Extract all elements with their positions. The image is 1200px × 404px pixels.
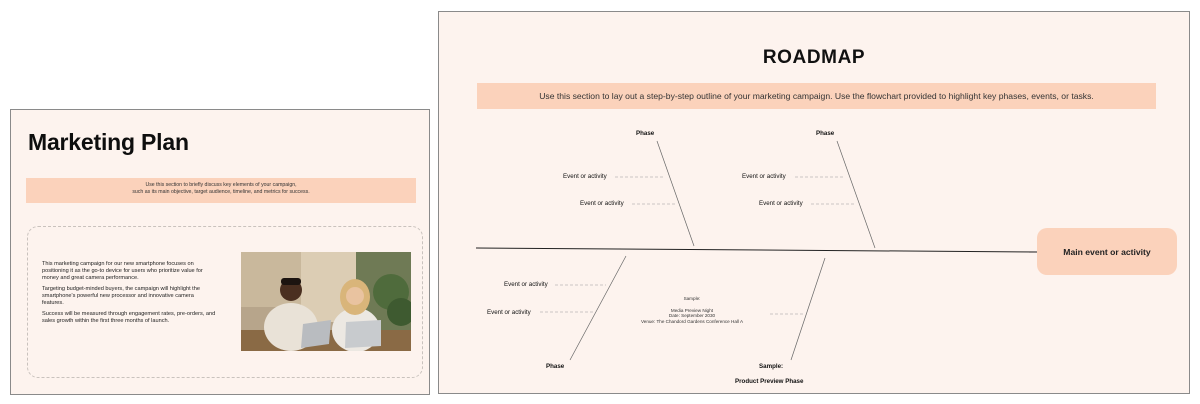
marketing-plan-slide[interactable] — [10, 109, 430, 395]
slide-title: Marketing Plan — [28, 129, 189, 155]
sample-line: Date: September 2030 — [668, 313, 716, 319]
event-label: Event or activity — [759, 200, 803, 207]
sample-line: Venue: The Chandord Gardens Conference Hall A — [640, 318, 744, 324]
event-label: Event or activity — [563, 173, 607, 180]
bone-line — [657, 141, 694, 246]
event-label: Event or activity — [504, 281, 548, 288]
sample-heading: Sample: — [683, 296, 701, 301]
phase-label: Phase — [546, 363, 565, 370]
event-label: Event or activity — [580, 200, 624, 207]
phase-label: Phase — [816, 130, 835, 137]
instruction-banner — [26, 178, 416, 203]
main-event-box: Main event or activity — [1037, 228, 1177, 275]
sample-line: Media Preview Night — [670, 307, 714, 313]
body-paragraph: Targeting budget-minded buyers, the campaign will highlight the smartphone's powerful new processor and innovative camera features. — [42, 286, 200, 306]
fishbone-diagram — [439, 12, 1191, 395]
sample-heading: Sample: — [759, 363, 784, 370]
spine-line — [476, 248, 1039, 252]
phase-label: Phase — [636, 130, 655, 137]
phase-label: Product Preview Phase — [735, 378, 804, 385]
team-photo — [241, 252, 411, 351]
bone-line — [791, 258, 825, 360]
event-label: Event or activity — [742, 173, 786, 180]
content-card — [27, 226, 423, 378]
banner-line: Use this section to briefly discuss key elements of your campaign, — [145, 182, 297, 188]
body-paragraph: Success will be measured through engagement rates, pre-orders, and sales growth within the first three months of launch. — [42, 311, 216, 324]
body-text — [42, 261, 217, 329]
sample-block — [617, 296, 767, 324]
event-label: Event or activity — [487, 309, 531, 316]
body-paragraph: This marketing campaign for our new smartphone focuses on positioning it as the go-to device for users who prioritize value for money and great camera performance. — [42, 261, 203, 281]
banner-line: such as its main objective, target audience, timeline, and metrics for success. — [132, 189, 310, 195]
bone-line — [837, 141, 875, 248]
roadmap-slide[interactable] — [438, 11, 1190, 394]
roadmap-title: ROADMAP — [762, 47, 866, 68]
instruction-banner: Use this section to lay out a step-by-step outline of your marketing campaign. Use the flowchart provided to highlight key phases, events, or tasks. — [477, 83, 1156, 109]
